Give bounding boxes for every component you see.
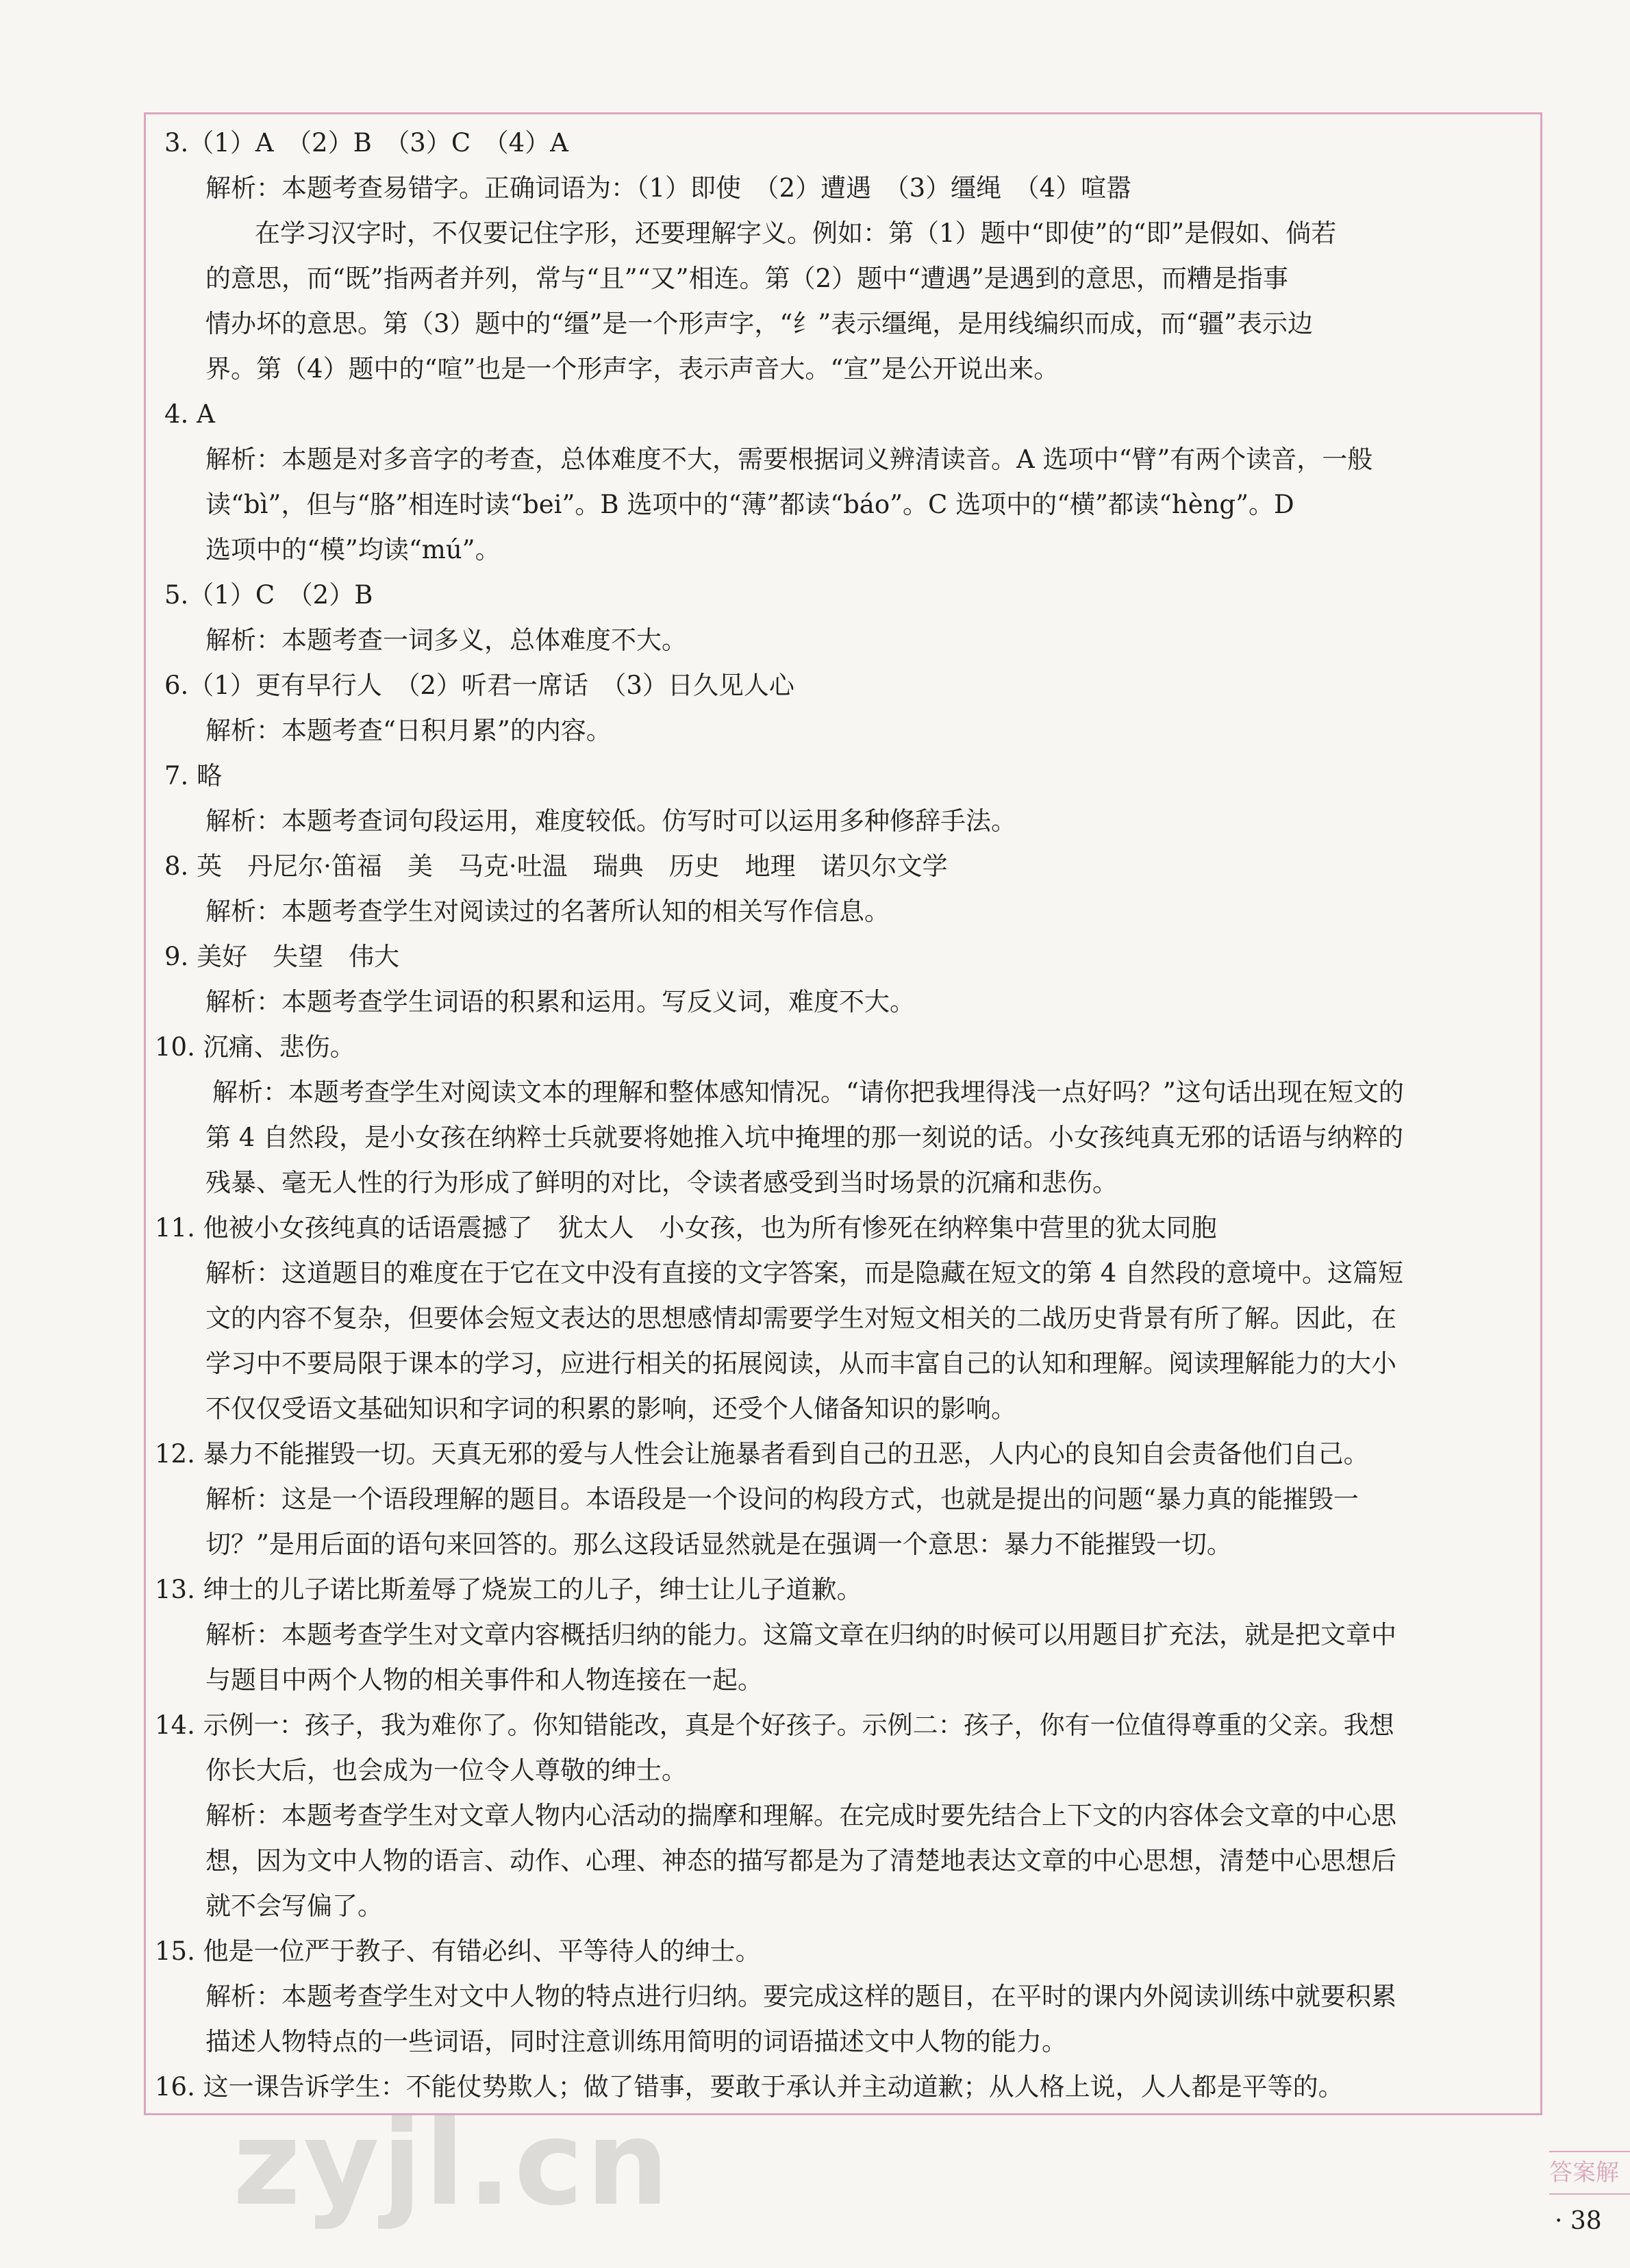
analysis-10: 残暴、毫无人性的行为形成了鲜明的对比，令读者感受到当时场景的沉痛和悲伤。: [205, 1168, 1118, 1197]
analysis-11: 解析：这道题目的难度在于它在文中没有直接的文字答案，而是隐藏在短文的第 4 自然段的意境中。这篇短: [205, 1258, 1404, 1288]
analysis-15: 描述人物特点的一些词语，同时注意训练用简明的词语描述文中人物的能力。: [205, 2027, 1067, 2056]
answer-16: 16. 这一课告诉学生：不能仗势欺人；做了错事，要敢于承认并主动道歉；从人格上说，人人都是平等的。: [155, 2072, 1344, 2102]
analysis-3: 解析：本题考查易错字。正确词语为：（1）即使 （2）遭遇 （3）缰绳 （4）喧嚣: [205, 173, 1132, 203]
analysis-7: 解析：本题考查词句段运用，难度较低。仿写时可以运用多种修辞手法。: [205, 806, 1016, 836]
analysis-10: 第 4 自然段，是小女孩在纳粹士兵就要将她推入坑中掩埋的那一刻说的话。小女孩纯真无邪的话语与纳粹的: [205, 1123, 1404, 1152]
analysis-10: 解析：本题考查学生对阅读文本的理解和整体感知情况。“请你把我埋得浅一点好吗？”这句话出现在短文的: [212, 1077, 1404, 1107]
answer-9: 9. 美好 失望 伟大: [164, 942, 400, 971]
page-number: · 38: [1555, 2207, 1602, 2235]
answer-key-tab: 答案解: [1549, 2151, 1630, 2195]
answer-7: 7. 略: [164, 761, 223, 790]
answer-11: 11. 他被小女孩纯真的话语震撼了 犹太人 小女孩，也为所有惨死在纳粹集中营里的犹太同胞: [155, 1213, 1217, 1243]
answer-13: 13. 绅士的儿子诺比斯羞辱了烧炭工的儿子，绅士让儿子道歉。: [155, 1575, 862, 1604]
analysis-12: 切？”是用后面的语句来回答的。那么这段话显然就是在强调一个意思：暴力不能摧毁一切。: [205, 1530, 1232, 1559]
answer-8: 8. 英 丹尼尔·笛福 美 马克·吐温 瑞典 历史 地理 诺贝尔文学: [164, 851, 948, 881]
answer-14: 你长大后，也会成为一位令人尊敬的绅士。: [205, 1756, 687, 1785]
answer-4: 4. A: [164, 399, 215, 429]
analysis-9: 解析：本题考查学生词语的积累和运用。写反义词，难度不大。: [205, 987, 915, 1017]
analysis-4: 解析：本题是对多音字的考查，总体难度不大，需要根据词义辨清读音。A 选项中“臂”有两个读音，一般: [205, 445, 1373, 474]
analysis-8: 解析：本题考查学生对阅读过的名著所认知的相关写作信息。: [205, 897, 890, 926]
analysis-4: 读“bì”，但与“胳”相连时读“bei”。B 选项中的“薄”都读“báo”。C 选项中的“横”都读“hèng”。D: [205, 490, 1294, 519]
answer-14: 14. 示例一：孩子，我为难你了。你知错能改，真是个好孩子。示例二：孩子，你有一位值得尊重的父亲。我想: [155, 1710, 1394, 1740]
answer-10: 10. 沉痛、悲伤。: [155, 1032, 355, 1062]
analysis-13: 解析：本题考查学生对文章内容概括归纳的能力。这篇文章在归纳的时候可以用题目扩充法，就是把文章中: [205, 1620, 1396, 1649]
analysis-12: 解析：这是一个语段理解的题目。本语段是一个设问的构段方式，也就是提出的问题“暴力真的能摧毁一: [205, 1484, 1359, 1514]
analysis-14: 想，因为文中人物的语言、动作、心理、神态的描写都是为了清楚地表达文章的中心思想，清楚中心思想后: [205, 1846, 1396, 1876]
answer-content: [155, 121, 1538, 2110]
answer-15: 15. 他是一位严于教子、有错必纠、平等待人的绅士。: [155, 1936, 761, 1966]
analysis-14: 就不会写偏了。: [205, 1891, 383, 1921]
analysis-5: 解析：本题考查一词多义，总体难度不大。: [205, 625, 687, 655]
analysis-3-detail: 的意思，而“既”指两者并列，常与“且”“又”相连。第（2）题中“遭遇”是遇到的意思，而糟是指事: [205, 264, 1288, 293]
analysis-13: 与题目中两个人物的相关事件和人物连接在一起。: [205, 1665, 763, 1695]
analysis-14: 解析：本题考查学生对文章人物内心活动的揣摩和理解。在完成时要先结合上下文的内容体会文章的中心思: [205, 1801, 1396, 1830]
answer-5: 5.（1）C （2）B: [164, 580, 373, 610]
analysis-6: 解析：本题考查“日积月累”的内容。: [205, 716, 612, 745]
site-watermark: zyjl.cn: [233, 2096, 672, 2232]
analysis-3-detail: 界。第（4）题中的“喧”也是一个形声字，表示声音大。“宣”是公开说出来。: [205, 354, 1060, 384]
answer-12: 12. 暴力不能摧毁一切。天真无邪的爱与人性会让施暴者看到自己的丑恶，人内心的良知自会责备他们自己。: [155, 1439, 1369, 1469]
analysis-11: 文的内容不复杂，但要体会短文表达的思想感情却需要学生对短文相关的二战历史背景有所了解。因此，在: [205, 1304, 1396, 1333]
analysis-4: 选项中的“模”均读“mú”。: [205, 535, 501, 564]
analysis-11: 学习中不要局限于课本的学习，应进行相关的拓展阅读，从而丰富自己的认知和理解。阅读理解能力的大小: [205, 1349, 1396, 1378]
analysis-11: 不仅仅受语文基础知识和字词的积累的影响，还受个人储备知识的影响。: [205, 1394, 1016, 1423]
answer-3: 3.（1）A （2）B （3）C （4）A: [164, 128, 568, 158]
analysis-15: 解析：本题考查学生对文中人物的特点进行归纳。要完成这样的题目，在平时的课内外阅读训练中就要积累: [205, 1982, 1396, 2011]
answer-6: 6.（1）更有早行人 （2）听君一席话 （3）日久见人心: [164, 671, 794, 700]
analysis-3-detail: 在学习汉字时，不仅要记住字形，还要理解字义。例如：第（1）题中“即使”的“即”是假如、倘若: [255, 219, 1337, 248]
analysis-3-detail: 情办坏的意思。第（3）题中的“缰”是一个形声字，“纟”表示缰绳，是用线编织而成，而“疆”表示边: [205, 309, 1314, 338]
